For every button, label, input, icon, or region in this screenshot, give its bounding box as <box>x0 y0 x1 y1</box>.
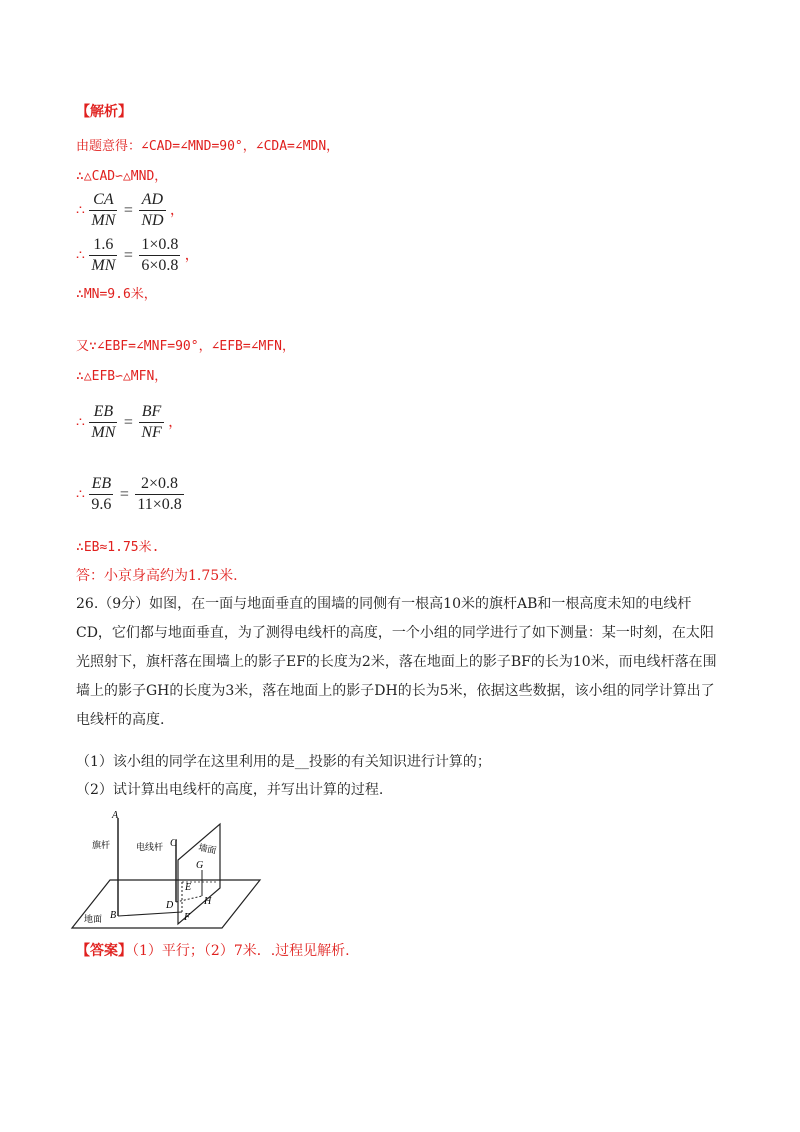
label-f: F <box>184 912 191 923</box>
analysis-line-2: ∴△CAD∽△MND， <box>76 169 168 184</box>
label-ground: 地面 <box>84 915 103 925</box>
label-b: B <box>110 910 117 921</box>
problem-text: 26.（9分）如图，在一面与地面垂直的围墙的同侧有一根高10米的旗杆AB和一根高度未知的电线杆CD，它们都与地面垂直，为了测得电线杆的高度，一个小组的同学进行了如下测量：某一时刻，在太阳光照射下，旗杆落在围墙上的影子EF的长度为2米，落在地面上的影子BF的长为10米，而电线杆落在围墙上的影子GH的长度为3米，落在地面上的影子DH的长为5米，依据这些数据，该小组的同学计算出了电线杆的高度. <box>76 596 717 728</box>
label-d: D <box>166 900 174 911</box>
label-flagpole: 旗杆 <box>92 841 111 851</box>
analysis-line-3: ∴MN=9.6米， <box>76 287 157 302</box>
analysis-line-6: ∴EB≈1.75米. <box>76 540 160 555</box>
label-pole: 电线杆 <box>136 843 164 853</box>
analysis-heading: 【解析】 <box>76 104 132 120</box>
fraction-eq-3: ∴ $\frac{EB}{MN}$ = $\frac{BF}{NF}$ ， <box>76 403 183 441</box>
problem-figure <box>70 808 270 933</box>
label-e: E <box>185 882 192 893</box>
fraction-eq-2: ∴ $\frac{1.6}{MN}$ = $\frac{1\times 0.8}{6\times 0.8}$ ， <box>76 236 199 274</box>
analysis-line-1: 由题意得：∠CAD=∠MND=90°，∠CDA=∠MDN， <box>76 139 340 154</box>
label-c: C <box>170 838 177 849</box>
analysis-answer: 答：小京身高约为1.75米. <box>76 568 238 584</box>
label-a: A <box>112 810 119 821</box>
fraction-eq-4: ∴ $\frac{EB}{9.6}$ = $\frac{2\times 0.8}{11\times 0.8}$ <box>76 475 182 513</box>
fraction-eq-1: ∴ $\frac{CA}{MN}$ = $\frac{AD}{ND}$ ， <box>76 191 184 229</box>
label-g: G <box>196 860 204 871</box>
flag-shadow <box>118 912 182 916</box>
question-2: （2）试计算出电线杆的高度，并写出计算的过程. <box>76 782 384 798</box>
answer-tag: 【答案】 <box>76 943 132 959</box>
wall-plane <box>178 824 220 924</box>
analysis-line-4: 又∵∠EBF=∠MNF=90°，∠EFB=∠MFN， <box>76 339 296 354</box>
analysis-line-5: ∴△EFB∽△MFN， <box>76 369 168 384</box>
answer-text: （1）平行；（2）7米．.过程见解析. <box>132 943 350 959</box>
label-wall: 墙面 <box>197 843 218 857</box>
question-1: （1）该小组的同学在这里利用的是__投影的有关知识进行计算的； <box>76 754 491 770</box>
shadow-dh <box>176 896 202 902</box>
final-answer <box>76 942 350 960</box>
label-h: H <box>204 896 212 907</box>
